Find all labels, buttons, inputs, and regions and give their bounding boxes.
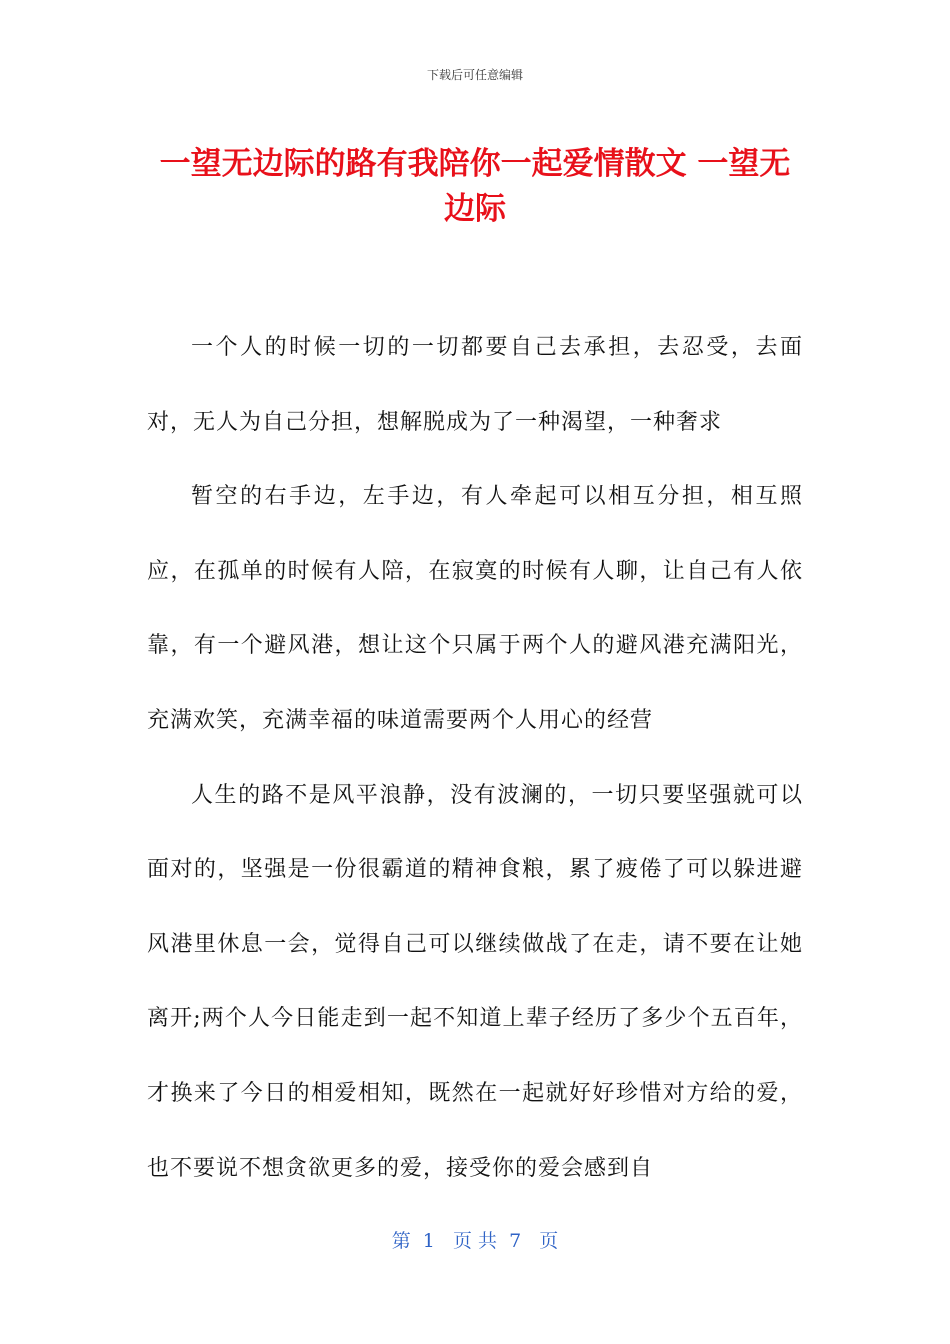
document-title: 一望无边际的路有我陪你一起爱情散文 一望无边际 <box>159 146 791 227</box>
page-number-footer: 第 1 页 共 7 页 <box>391 1230 559 1252</box>
paragraph-1: 一个人的时候一切的一切都要自己去承担，去忍受，去面对，无人为自己分担，想解脱成为了一种渴望，一种奢求 <box>147 335 803 435</box>
document-body <box>147 311 803 1206</box>
paragraph-3: 人生的路不是风平浪静，没有波澜的，一切只要坚强就可以面对的，坚强是一份很霸道的精神食粮，累了疲倦了可以躲进避风港里休息一会，觉得自己可以继续做战了在走，请不要在让她离开;两个人今日能走到一起不知道上辈子经历了多少个五百年，才换来了今日的相爱相知，既然在一起就好好珍惜对方给的爱，也不要说不想贪欲更多的爱，接受你的爱会感到自 <box>147 782 803 1181</box>
paragraph-2: 暂空的右手边，左手边，有人牵起可以相互分担，相互照应，在孤单的时候有人陪，在寂寞的时候有人聊，让自己有人依靠，有一个避风港，想让这个只属于两个人的避风港充满阳光，充满欢笑，充满幸福的味道需要两个人用心的经营 <box>147 484 803 733</box>
header-note: 下载后可任意编辑 <box>426 68 523 82</box>
